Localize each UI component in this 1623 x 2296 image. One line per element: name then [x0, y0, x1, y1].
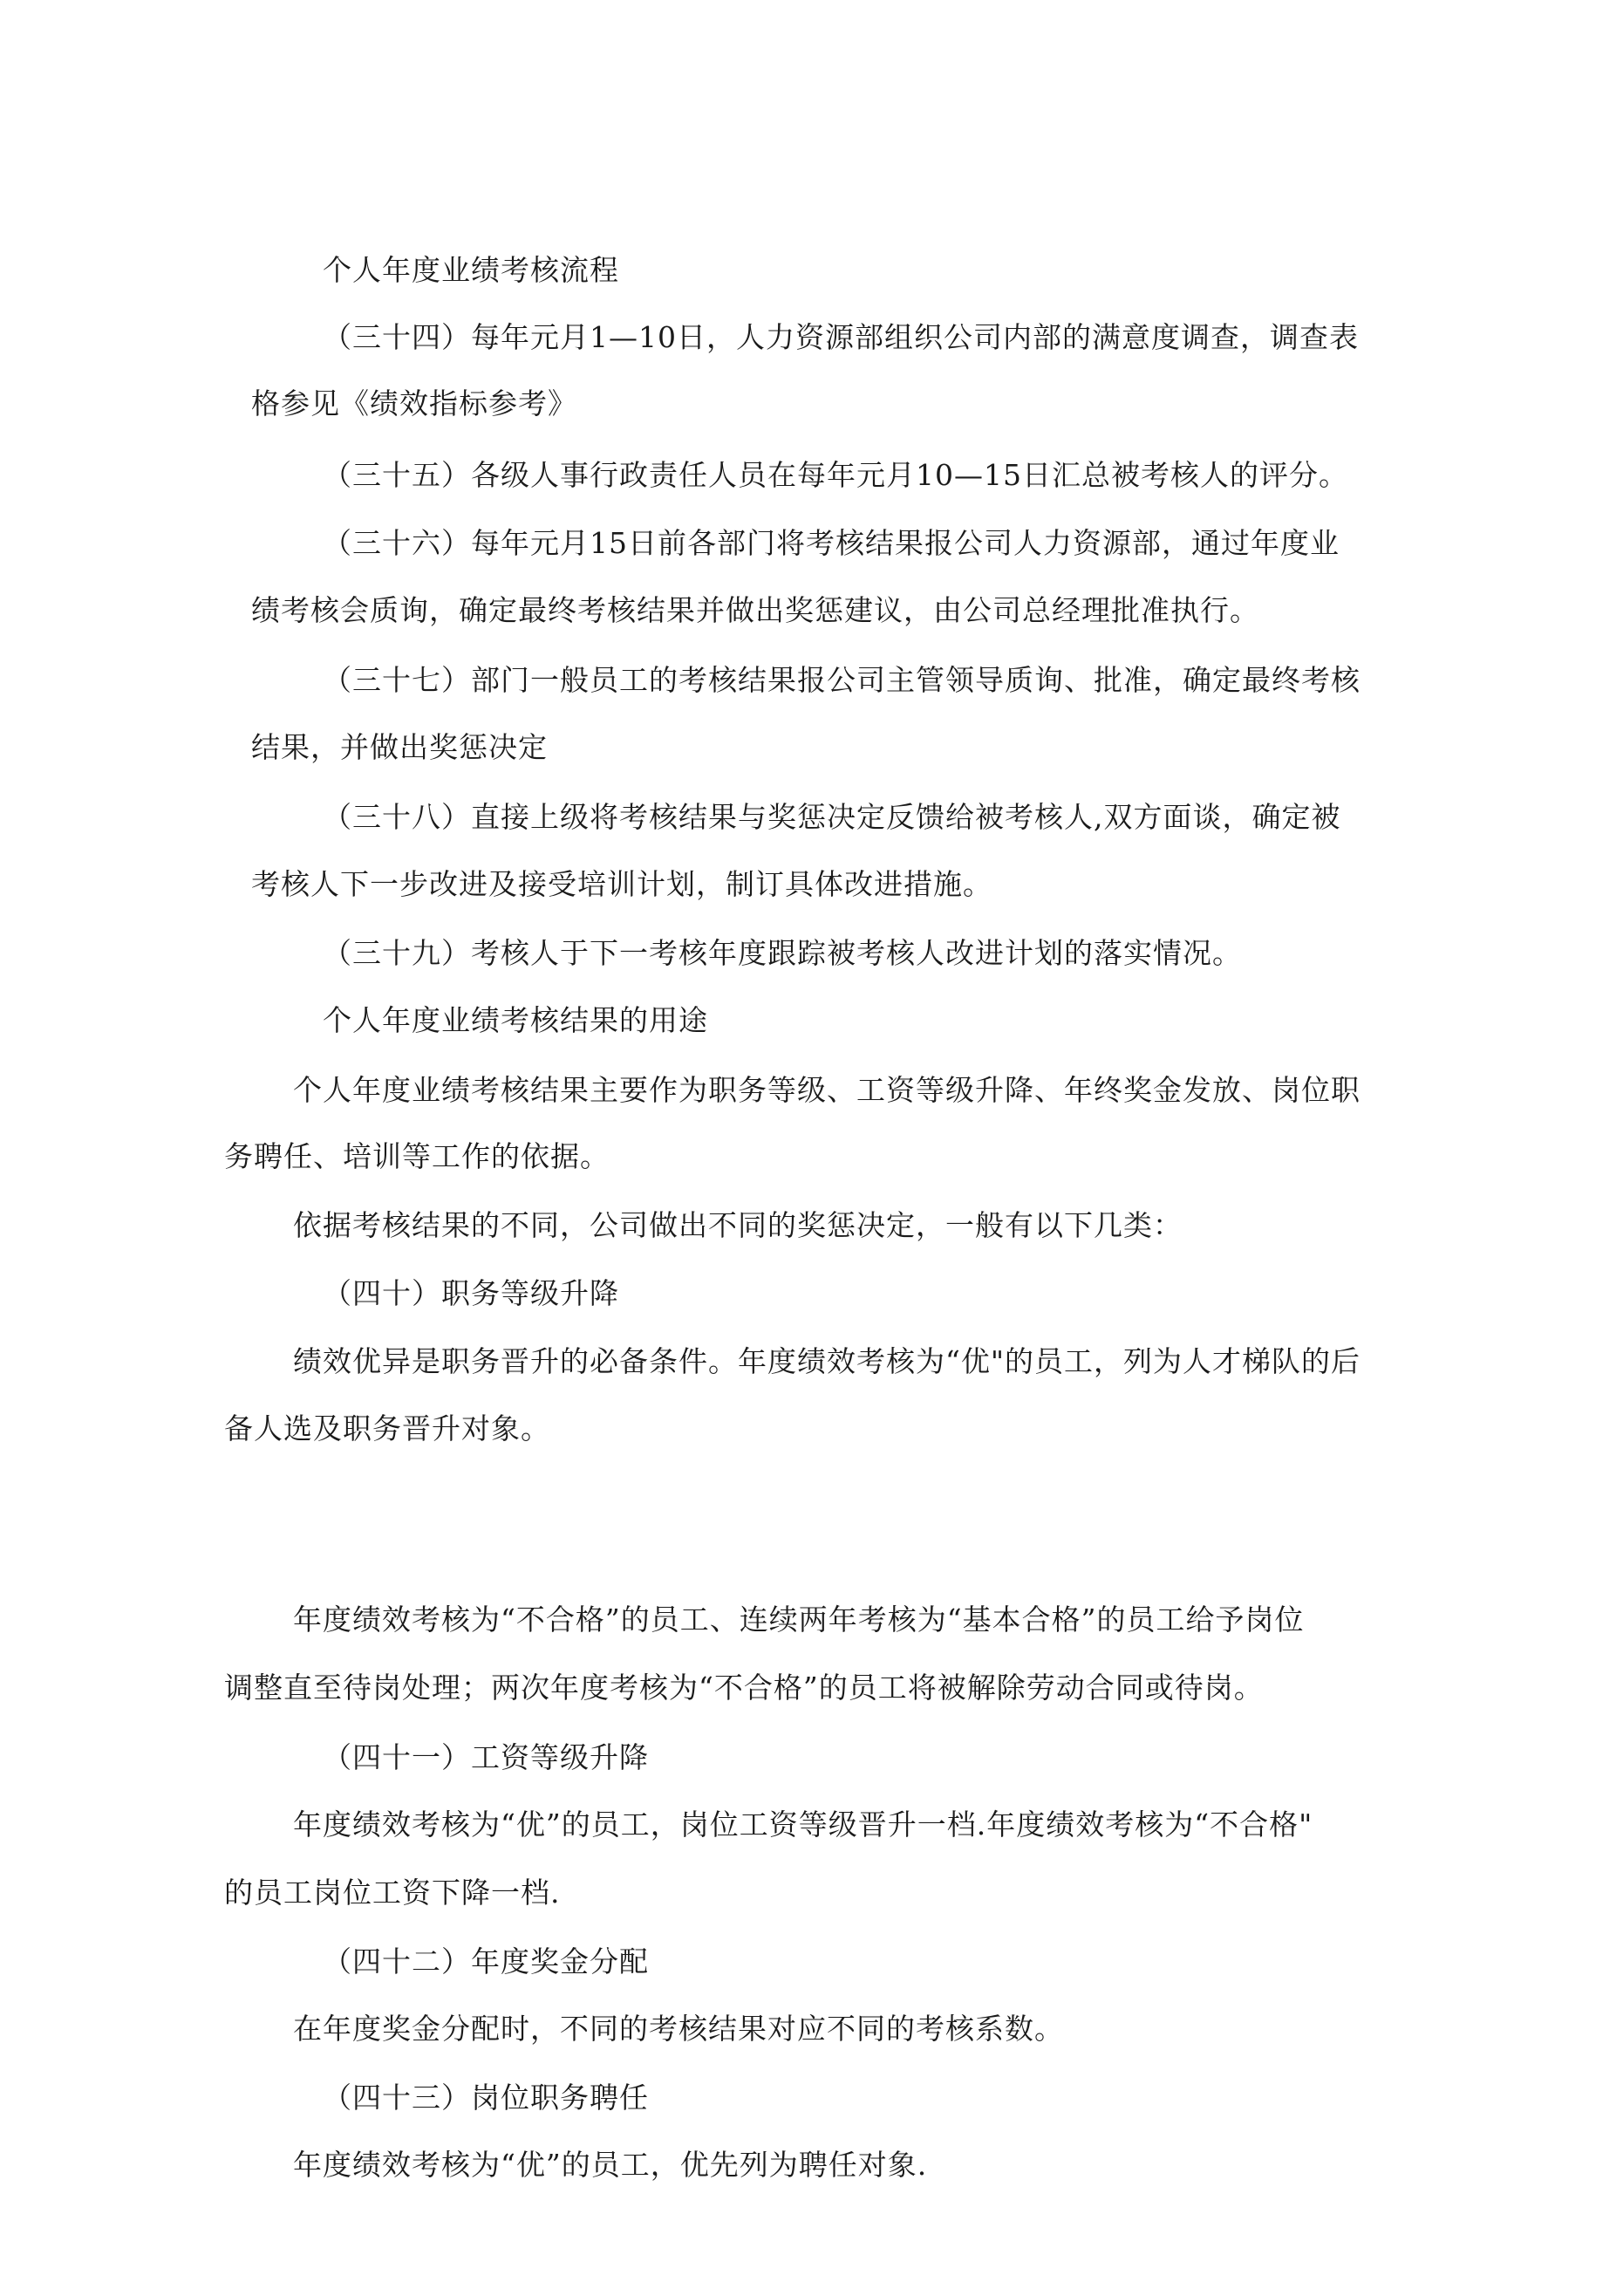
- paragraph-line: 在年度奖金分配时，不同的考核结果对应不同的考核系数。: [293, 2012, 1064, 2046]
- paragraph-line: 年度绩效考核为“不合格”的员工、连续两年考核为“基本合格”的员工给予岗位: [293, 1602, 1305, 1637]
- paragraph-line: （三十九）考核人于下一考核年度跟踪被考核人改进计划的落实情况。: [323, 936, 1242, 970]
- paragraph-line: （三十八）直接上级将考核结果与奖惩决定反馈给被考核人,双方面谈，确定被: [323, 800, 1341, 834]
- section-heading: 个人年度业绩考核结果的用途: [323, 1003, 708, 1037]
- paragraph-line: 绩效优异是职务晋升的必备条件。年度绩效考核为“优"的员工，列为人才梯队的后: [293, 1344, 1361, 1378]
- paragraph-line: 备人选及职务晋升对象。: [224, 1411, 550, 1445]
- subsection-heading: （四十二）年度奖金分配: [323, 1944, 649, 1978]
- paragraph-line: 年度绩效考核为“优”的员工，优先列为聘任对象.: [293, 2148, 928, 2182]
- paragraph-line: （三十六）每年元月15日前各部门将考核结果报公司人力资源部，通过年度业: [323, 526, 1340, 560]
- paragraph-line: （三十七）部门一般员工的考核结果报公司主管领导质询、批准，确定最终考核: [323, 663, 1360, 697]
- paragraph-line: 调整直至待岗处理；两次年度考核为“不合格”的员工将被解除劳动合同或待岗。: [224, 1671, 1264, 1705]
- paragraph-line: 绩考核会质询，确定最终考核结果并做出奖惩建议，由公司总经理批准执行。: [251, 593, 1259, 627]
- paragraph-line: 务聘任、培训等工作的依据。: [224, 1139, 610, 1173]
- paragraph-line: 个人年度业绩考核结果主要作为职务等级、工资等级升降、年终奖金发放、岗位职: [293, 1073, 1360, 1107]
- paragraph-line: 的员工岗位工资下降一档.: [224, 1876, 561, 1910]
- subsection-heading: （四十三）岗位职务聘任: [323, 2081, 649, 2115]
- paragraph-line: 年度绩效考核为“优”的员工，岗位工资等级晋升一档.年度绩效考核为“不合格": [293, 1807, 1313, 1842]
- subsection-heading: （四十）职务等级升降: [323, 1276, 619, 1310]
- paragraph-line: （三十四）每年元月1—10日，人力资源部组织公司内部的满意度调查，调查表: [323, 320, 1359, 354]
- paragraph-line: 考核人下一步改进及接受培训计划，制订具体改进措施。: [251, 867, 992, 901]
- paragraph-line: 格参见《绩效指标参考》: [251, 386, 577, 420]
- section-heading: 个人年度业绩考核流程: [323, 253, 619, 287]
- paragraph-line: （三十五）各级人事行政责任人员在每年元月10—15日汇总被考核人的评分。: [323, 458, 1348, 492]
- paragraph-line: 依据考核结果的不同，公司做出不同的奖惩决定，一般有以下几类：: [293, 1208, 1183, 1242]
- subsection-heading: （四十一）工资等级升降: [323, 1740, 649, 1774]
- paragraph-line: 结果，并做出奖惩决定: [251, 730, 548, 764]
